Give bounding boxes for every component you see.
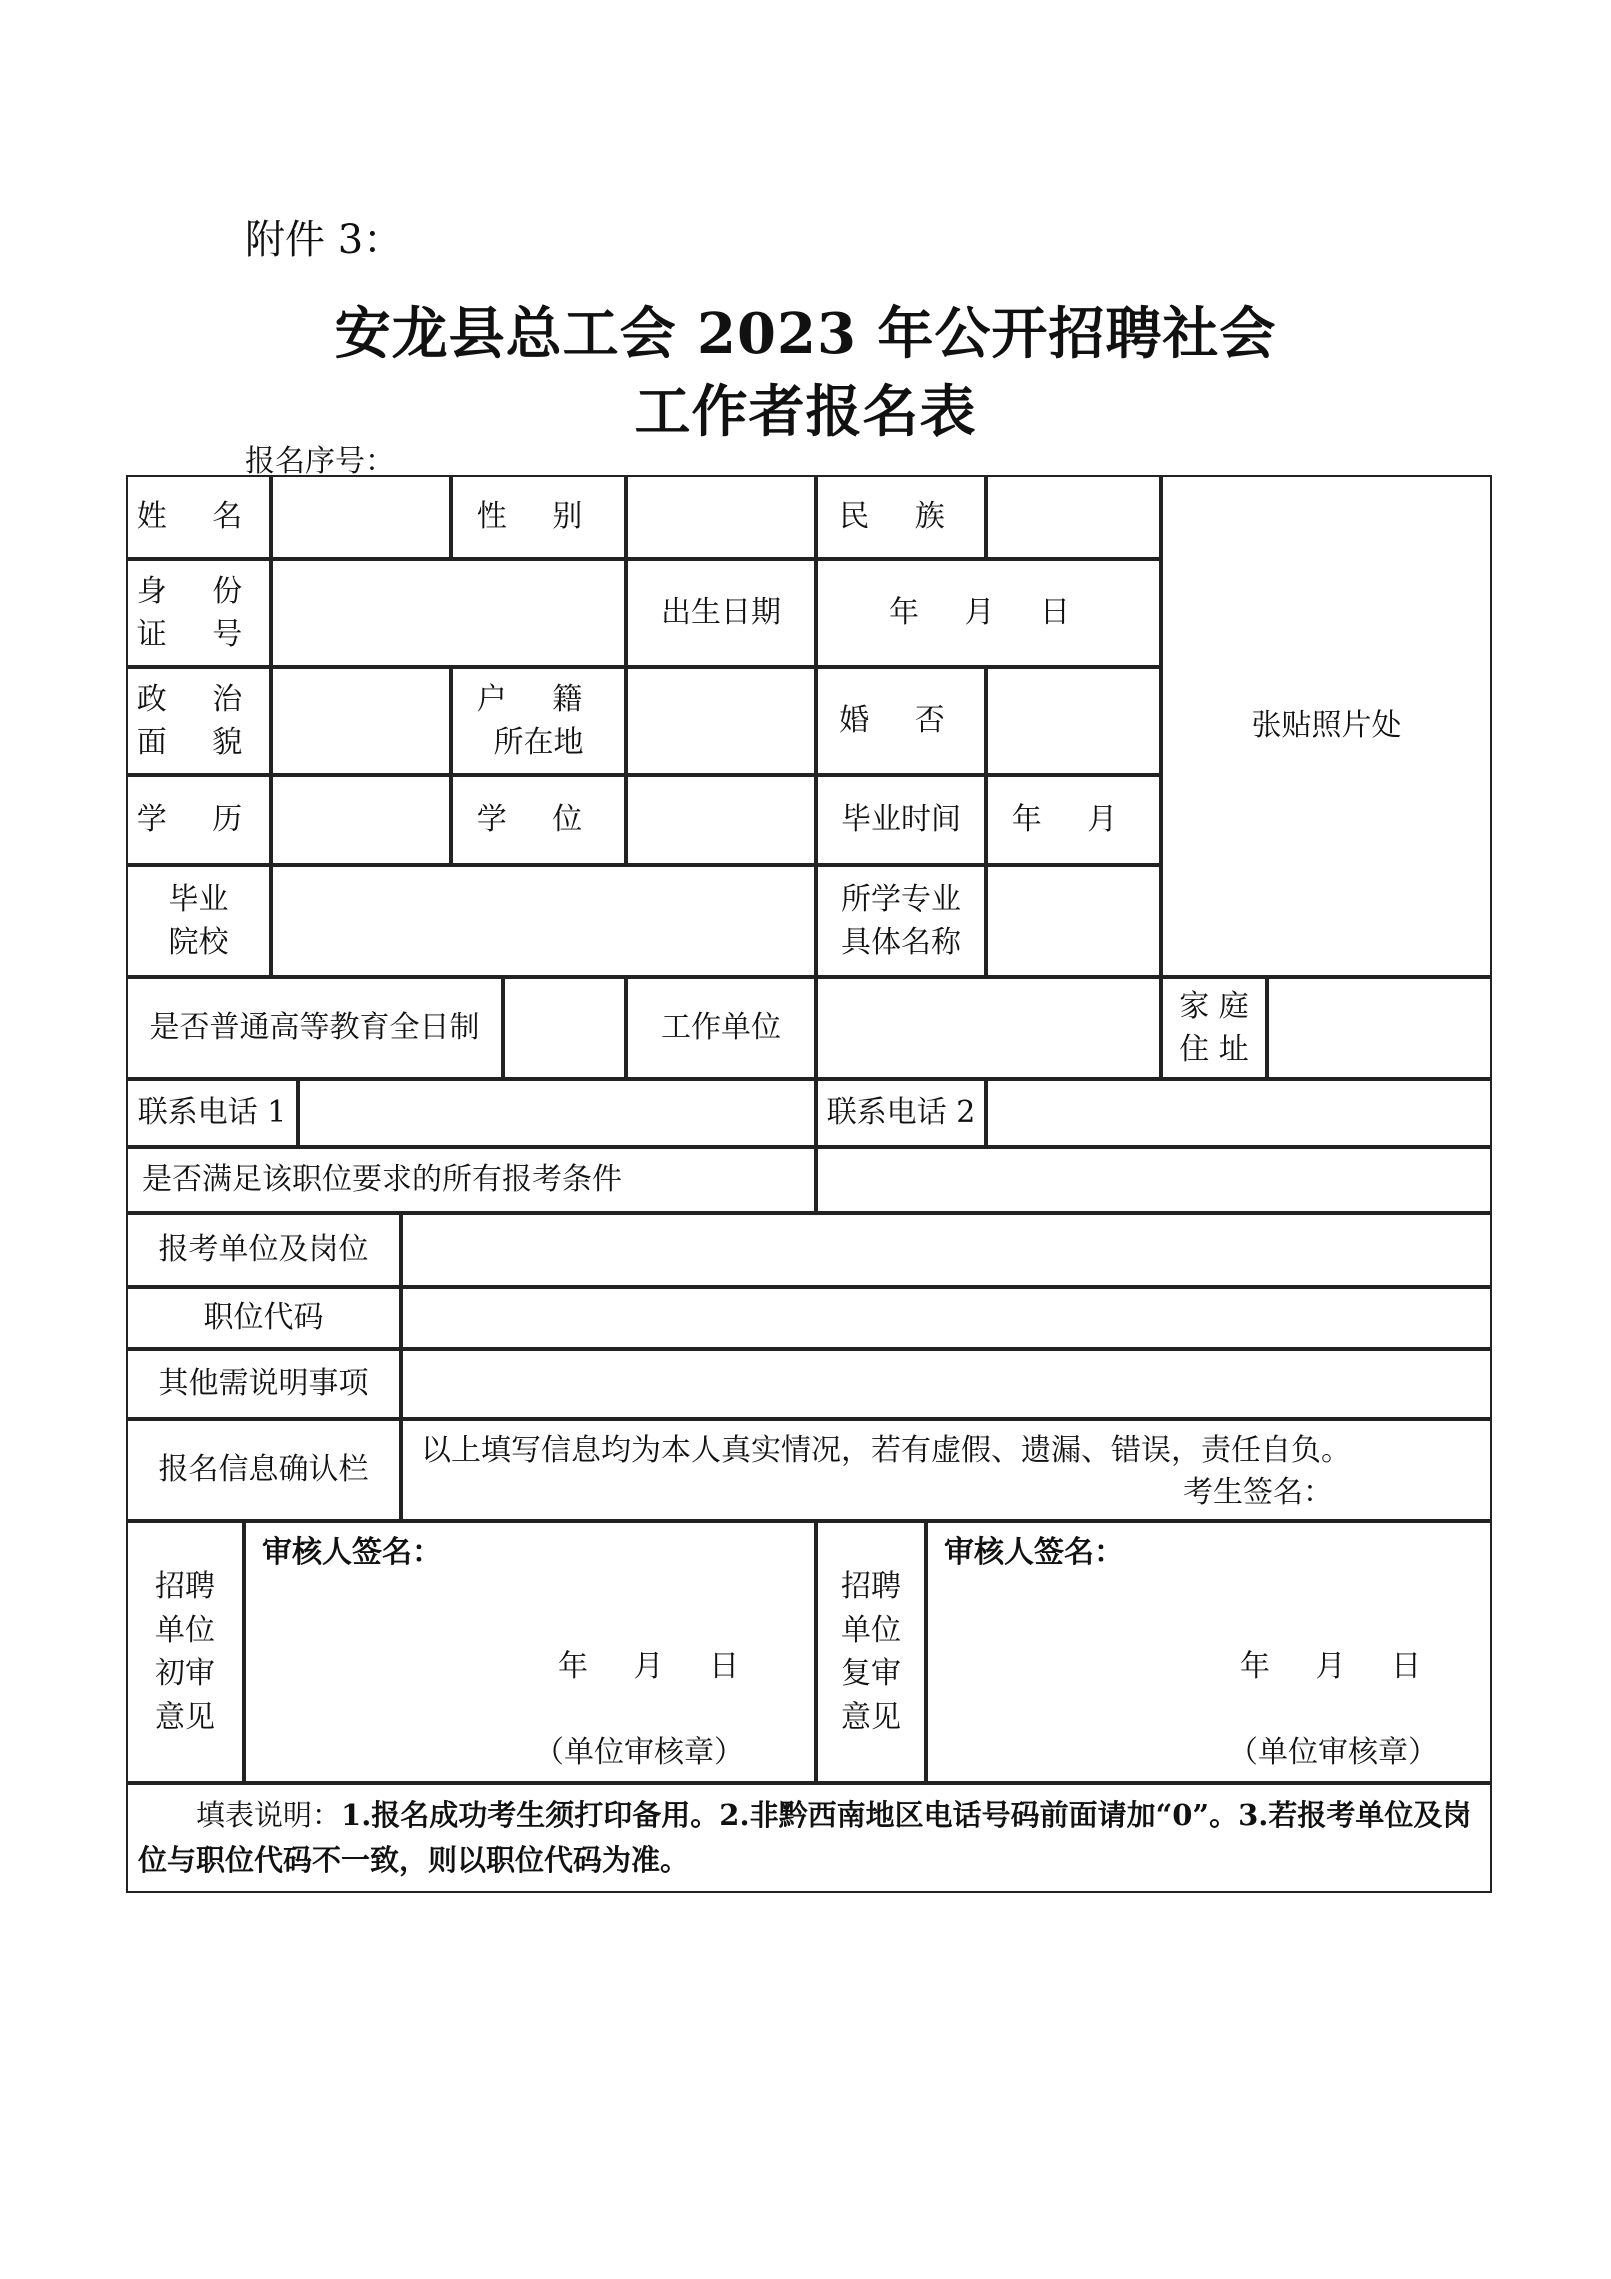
- label-addr-line2: 住 址: [1179, 1032, 1249, 1067]
- field-other-notes[interactable]: [401, 1349, 1492, 1419]
- label-major-line2: 具体名称: [841, 925, 961, 960]
- field-birth-date[interactable]: 年 月 日: [816, 559, 1161, 667]
- label-home-address: [1161, 977, 1267, 1079]
- label-id-number: [126, 559, 271, 667]
- label-id-line2: 证 号: [136, 617, 261, 652]
- label-first-review: [126, 1521, 244, 1783]
- field-major[interactable]: [986, 865, 1161, 977]
- second-review-line1: 招聘: [841, 1569, 901, 1604]
- label-addr-line1: 家 庭: [1179, 988, 1249, 1024]
- second-review-line3: 复审: [841, 1656, 901, 1691]
- label-graduate-school: [126, 865, 271, 977]
- first-review-line1: 招聘: [155, 1569, 215, 1604]
- label-apply-post: 报考单位及岗位: [126, 1213, 401, 1287]
- field-confirmation[interactable]: [401, 1419, 1492, 1521]
- first-review-seal: （单位审核章）: [534, 1735, 744, 1770]
- label-major-line1: 所学专业: [841, 881, 961, 917]
- field-graduation-time[interactable]: 年 月: [986, 775, 1161, 865]
- label-phone-1: 联系电话 1: [126, 1079, 298, 1147]
- label-phone-2: 联系电话 2: [816, 1079, 986, 1147]
- label-marital-status: 婚 否: [816, 667, 986, 775]
- field-political-status[interactable]: [271, 667, 451, 775]
- serial-number-label: 报名序号：: [245, 444, 395, 479]
- first-review-area[interactable]: [244, 1521, 816, 1783]
- field-fulltime-education[interactable]: [503, 977, 626, 1079]
- label-pol-line2: 面 貌: [136, 725, 261, 760]
- form-title-line2: 工作者报名表: [634, 379, 977, 445]
- photo-area[interactable]: 张贴照片处: [1161, 475, 1492, 977]
- label-graduation-time: 毕业时间: [816, 775, 986, 865]
- second-review-line4: 意见: [841, 1699, 901, 1735]
- label-major: [816, 865, 986, 977]
- field-education[interactable]: [271, 775, 451, 865]
- label-employer: 工作单位: [626, 977, 816, 1079]
- first-review-date: 年 月 日: [558, 1649, 758, 1684]
- label-other-notes: 其他需说明事项: [126, 1349, 401, 1419]
- notes-text: 1.报名成功考生须打印备用。2.非黔西南地区电话号码前面请加“0”。3.若报考单位及岗位与职位代码不一致，则以职位代码为准。: [138, 1798, 1472, 1877]
- field-employer[interactable]: [816, 977, 1161, 1079]
- field-phone-2[interactable]: [986, 1079, 1492, 1147]
- field-household-registration[interactable]: [626, 667, 816, 775]
- label-school-line1: 毕业: [168, 881, 229, 917]
- field-phone-1[interactable]: [298, 1079, 816, 1147]
- attachment-label: 附件 3：: [245, 217, 404, 263]
- field-meets-requirements[interactable]: [816, 1147, 1492, 1213]
- candidate-signature-label: 考生签名：: [1183, 1475, 1333, 1510]
- field-name[interactable]: [271, 475, 451, 559]
- label-pol-line1: 政 治: [136, 681, 261, 717]
- label-huji-line2: 所在地: [493, 725, 584, 760]
- label-gender: 性 别: [451, 475, 626, 559]
- label-post-code: 职位代码: [126, 1287, 401, 1349]
- label-ethnicity: 民 族: [816, 475, 986, 559]
- label-id-line1: 身 份: [136, 573, 261, 609]
- first-review-line4: 意见: [155, 1699, 215, 1735]
- first-review-line3: 初审: [155, 1656, 215, 1691]
- label-school-line2: 院校: [168, 925, 229, 960]
- field-degree[interactable]: [626, 775, 816, 865]
- label-degree: 学 位: [451, 775, 626, 865]
- label-fulltime-education: 是否普通高等教育全日制: [126, 977, 503, 1079]
- second-review-line2: 单位: [841, 1612, 901, 1648]
- field-apply-post[interactable]: [401, 1213, 1492, 1287]
- label-name: 姓 名: [126, 475, 271, 559]
- label-political-status: [126, 667, 271, 775]
- label-second-review: [816, 1521, 926, 1783]
- form-title-line1: 安龙县总工会 2023 年公开招聘社会: [334, 301, 1277, 367]
- second-reviewer-signature-label: 审核人签名：: [944, 1535, 1124, 1570]
- form-notes: [126, 1783, 1492, 1893]
- field-gender[interactable]: [626, 475, 816, 559]
- label-huji-line1: 户 籍: [476, 681, 601, 717]
- first-reviewer-signature-label: 审核人签名：: [262, 1535, 442, 1570]
- notes-prefix: 填表说明：: [196, 1798, 342, 1833]
- confirmation-statement: 以上填写信息均为本人真实情况，若有虚假、遗漏、错误，责任自负。: [421, 1433, 1351, 1468]
- field-post-code[interactable]: [401, 1287, 1492, 1349]
- field-home-address[interactable]: [1267, 977, 1492, 1079]
- second-review-date: 年 月 日: [1240, 1649, 1440, 1684]
- label-meets-requirements: 是否满足该职位要求的所有报考条件: [126, 1147, 816, 1213]
- label-household-registration: [451, 667, 626, 775]
- field-id-number[interactable]: [271, 559, 626, 667]
- label-birth-date: 出生日期: [626, 559, 816, 667]
- second-review-seal: （单位审核章）: [1228, 1735, 1438, 1770]
- registration-form-table: [127, 476, 1493, 1894]
- first-review-line2: 单位: [155, 1612, 215, 1648]
- second-review-area[interactable]: [926, 1521, 1492, 1783]
- field-marital-status[interactable]: [986, 667, 1161, 775]
- label-confirmation: 报名信息确认栏: [126, 1419, 401, 1521]
- field-ethnicity[interactable]: [986, 475, 1161, 559]
- field-graduate-school[interactable]: [271, 865, 816, 977]
- label-education: 学 历: [126, 775, 271, 865]
